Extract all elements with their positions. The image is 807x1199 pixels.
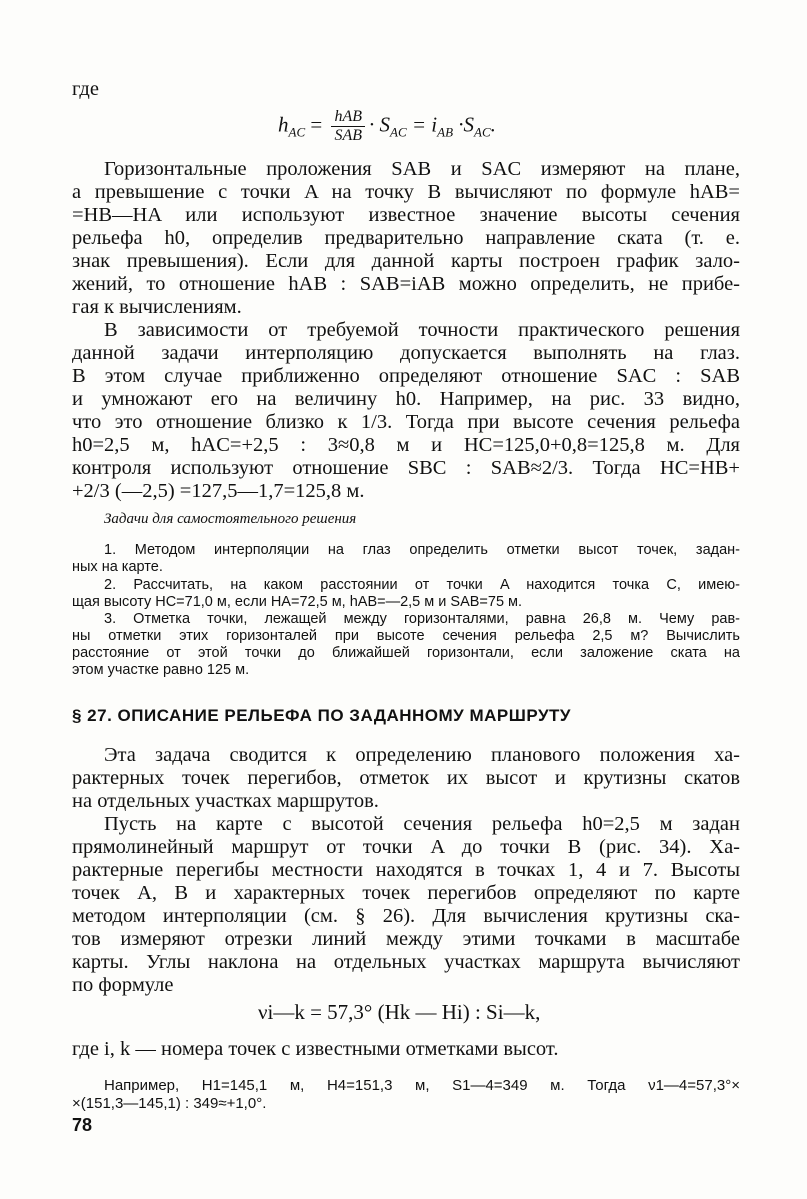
text-line: прямолинейный маршрут от точки A до точки B (рис. 34). Ха- [72,836,740,858]
top-word: где [72,78,99,100]
text-line: жений, то отношение hAB : SAB=iAB можно определить, не прибе- [72,273,740,295]
example-line: Например, H1=145,1 м, H4=151,3 м, S1—4=349 м. Тогда ν1—4=57,3°× [104,1077,740,1094]
text-line: Горизонтальные проложения SAB и SAC измеряют на плане, [104,158,740,180]
task-line: ны отметки этих горизонталей при высоте сечения рельефа 2,5 м? Вычислить [72,628,740,644]
text-line: рактерные перегибы местности находятся в точках 1, 4 и 7. Высоты [72,859,740,881]
text-line: рактерных точек перегибов, отметок их высот и крутизны скатов [72,767,740,789]
text-line: а превышение с точки A на точку B вычисляют по формуле hAB= [72,181,740,203]
text-line: Пусть на карте с высотой сечения рельефа h0=2,5 м задан [104,813,740,835]
text-line: по формуле [72,974,174,996]
task-line: щая высоту HC=71,0 м, если HA=72,5 м, hAB=—2,5 м и SAB=75 м. [72,594,523,610]
text-line: методом интерполяции (см. § 26). Для вычисления крутизны ска- [72,905,740,927]
text-line: карты. Углы наклона на отдельных участках маршрута вычисляют [72,951,740,973]
page-number: 78 [72,1115,93,1135]
example-line: ×(151,3—145,1) : 349≈+1,0°. [72,1095,267,1112]
tasks-title: Задачи для самостоятельного решения [104,511,357,527]
formula-hac: $h_{AC}$ = $\frac{\text{hAB}}{\text{SAB}}$ · $S_{AC} = i_{AB} \cdot S_{AC}$. [278,108,496,144]
text-line: гая к вычислениям. [72,296,242,318]
text-line: и умножают его на величину h0. Например, на рис. 33 видно, [72,388,740,410]
task-line: этом участке равно 125 м. [72,662,250,678]
fraction: $\frac{\text{hAB}}{\text{SAB}}$ [331,108,365,145]
task-line: 1. Методом интерполяции на глаз определить отметки высот точек, задан- [104,542,740,558]
section-heading: § 27. ОПИСАНИЕ РЕЛЬЕФА ПО ЗАДАННОМУ МАРШРУТУ [72,706,571,725]
text-line: В этом случае приближенно определяют отношение SAC : SAB [72,365,740,387]
task-line: расстояние от этой точки до ближайшей горизонтали, если заложение ската на [72,645,740,661]
text-line: =HB—HA или используют известное значение высоты сечения [72,204,740,226]
text-line: данной задачи интерполяцию допускается выполнять на глаз. [72,342,740,364]
text-line: где i, k — номера точек с известными отметками высот. [72,1038,559,1060]
text-line: на отдельных участках маршрутов. [72,790,379,812]
task-line: 3. Отметка точки, лежащей между горизонталями, равна 26,8 м. Чему рав- [104,611,740,627]
text-line: что это отношение близко к 1/3. Тогда при высоте сечения рельефа [72,411,740,433]
text-line: +2/3 (—2,5) =127,5—1,7=125,8 м. [72,480,365,502]
text-line: тов измеряют отрезки линий между этими точками в масштабе [72,928,740,950]
text-line: точек A, B и характерных точек перегибов определяют по карте [72,882,740,904]
task-line: 2. Рассчитать, на каком расстоянии от точки A находится точка C, имею- [104,577,740,593]
text-line: Эта задача сводится к определению планового положения ха- [104,744,740,766]
text-line: рельефа h0, определив предварительно направление ската (т. е. [72,227,740,249]
text-line: знак превышения). Если для данной карты построен график зало- [72,250,740,272]
text-line: контроля используют отношение SBC : SAB≈2/3. Тогда HC=HB+ [72,457,740,479]
text-line: В зависимости от требуемой точности практического решения [104,319,740,341]
formula-slope-angle: νi—k = 57,3° (Hk — Hi) : Si—k, [258,1000,541,1024]
task-line: ных на карте. [72,559,163,575]
text-line: h0=2,5 м, hAC=+2,5 : 3≈0,8 м и HC=125,0+0,8=125,8 м. Для [72,434,740,456]
